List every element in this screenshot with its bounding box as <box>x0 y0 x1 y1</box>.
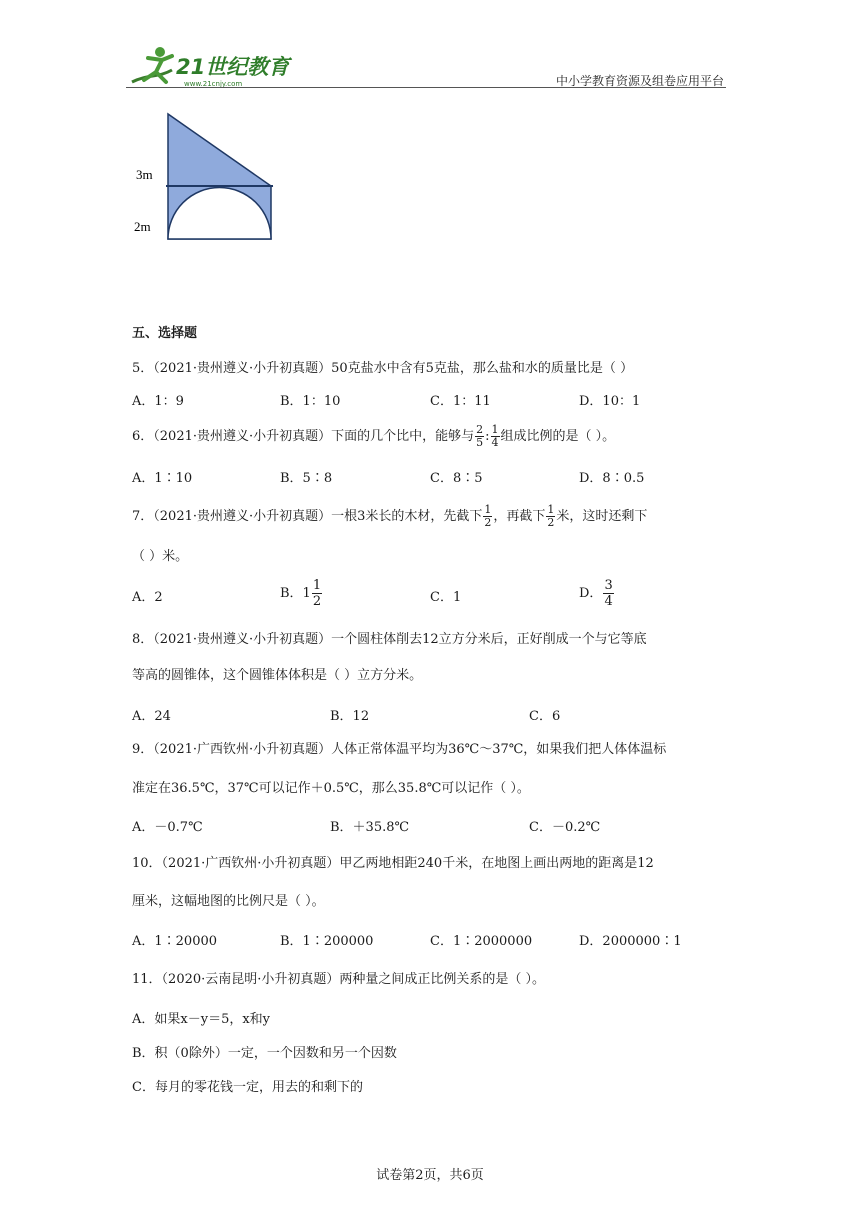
q7-text-post: 米，这时还剩下 <box>556 509 648 524</box>
q7-fraction-2: $\frac{1}{2}$ <box>547 503 555 529</box>
q6-option-a[interactable]: A．1∶10 <box>132 471 193 486</box>
q5-option-a[interactable]: A．1：9 <box>132 394 184 409</box>
q6-option-b[interactable]: B．5∶8 <box>280 471 333 486</box>
question-9-text: 9．（2021·广西钦州·小升初真题）人体正常体温平均为36℃～37℃，如果我们把人体体温标 <box>132 742 667 757</box>
q6-colon: : <box>485 429 490 444</box>
q7-option-b[interactable]: B．1 $\frac{1}{2}$ <box>280 578 322 609</box>
q10-option-c[interactable]: C．1∶2000000 <box>430 934 533 949</box>
q5-option-c[interactable]: C．1：11 <box>430 394 491 409</box>
geometry-figure <box>128 108 288 248</box>
figure-label-3m: 3m <box>136 167 153 182</box>
q6-fraction-2: $\frac{1}{4}$ <box>491 423 499 449</box>
question-10-text: 10．（2021·广西钦州·小升初真题）甲乙两地相距240千米，在地图上画出两地的距离是12 <box>132 856 654 871</box>
q6-text-pre: 6．（2021·贵州遵义·小升初真题）下面的几个比中，能够与 <box>132 429 475 444</box>
q7-option-b-fraction: $\frac{1}{2}$ <box>312 578 322 609</box>
q7-text-mid: ，再截下 <box>493 509 546 524</box>
question-7-text-line2: （ ）米。 <box>132 549 189 564</box>
q6-text-post: 组成比例的是（ ）。 <box>500 429 616 444</box>
q9-option-b[interactable]: B．＋35.8℃ <box>330 820 410 835</box>
q7-option-d-fraction: $\frac{3}{4}$ <box>604 578 613 609</box>
q10-option-d[interactable]: D．2000000∶1 <box>579 934 682 949</box>
page-footer: 试卷第2页，共6页 <box>376 1168 484 1183</box>
question-10-text-line2: 厘米，这幅地图的比例尺是（ ）。 <box>132 894 325 909</box>
q10-option-b[interactable]: B．1∶200000 <box>280 934 374 949</box>
q6-option-c[interactable]: C．8∶5 <box>430 471 483 486</box>
q9-option-a[interactable]: A．－0.7℃ <box>132 820 203 835</box>
q8-option-c[interactable]: C．6 <box>529 709 561 724</box>
q11-option-c[interactable]: C．每月的零花钱一定，用去的和剩下的 <box>132 1080 363 1095</box>
question-6-text <box>132 424 615 449</box>
question-5-text: 5．（2021·贵州遵义·小升初真题）50克盐水中含有5克盐，那么盐和水的质量比是（ ） <box>132 361 634 376</box>
question-8-text: 8．（2021·贵州遵义·小升初真题）一个圆柱体削去12立方分米后，正好削成一个与它等底 <box>132 632 647 647</box>
question-9-text-line2: 准定在36.5℃，37℃可以记作＋0.5℃，那么35.8℃可以记作（ ）。 <box>132 781 530 796</box>
q7-option-d[interactable]: D． $\frac{3}{4}$ <box>579 578 613 609</box>
q10-option-a[interactable]: A．1∶20000 <box>132 934 218 949</box>
q11-option-b[interactable]: B．积（0除外）一定，一个因数和另一个因数 <box>132 1046 397 1061</box>
header-divider <box>126 87 726 88</box>
site-logo <box>128 44 298 92</box>
platform-name: 中小学教育资源及组卷应用平台 <box>555 74 724 88</box>
q7-option-a[interactable]: A．2 <box>132 590 163 605</box>
q5-option-b[interactable]: B．1：10 <box>280 394 341 409</box>
question-11-text: 11．（2020·云南昆明·小升初真题）两种量之间成正比例关系的是（ ）。 <box>132 972 546 987</box>
q5-option-d[interactable]: D．10：1 <box>579 394 641 409</box>
q9-option-c[interactable]: C．－0.2℃ <box>529 820 601 835</box>
question-7-text <box>132 504 647 529</box>
q6-fraction-1: $\frac{2}{5}$ <box>476 423 484 449</box>
question-8-text-line2: 等高的圆锥体，这个圆锥体体积是（ ）立方分米。 <box>132 668 423 683</box>
q7-fraction-1: $\frac{1}{2}$ <box>484 503 492 529</box>
section-title: 五、选择题 <box>132 326 198 341</box>
q8-option-a[interactable]: A．24 <box>132 709 171 724</box>
q7-text-pre: 7．（2021·贵州遵义·小升初真题）一根3米长的木材，先截下 <box>132 509 483 524</box>
figure-label-2m: 2m <box>134 219 151 234</box>
q11-option-a[interactable]: A．如果x－y＝5，x和y <box>132 1012 271 1027</box>
q7-option-c[interactable]: C．1 <box>430 590 462 605</box>
logo-url: www.21cnjy.com <box>184 80 243 88</box>
q6-option-d[interactable]: D．8∶0.5 <box>579 471 645 486</box>
q8-option-b[interactable]: B．12 <box>330 709 370 724</box>
logo-text: 21世纪教育 <box>176 55 290 79</box>
